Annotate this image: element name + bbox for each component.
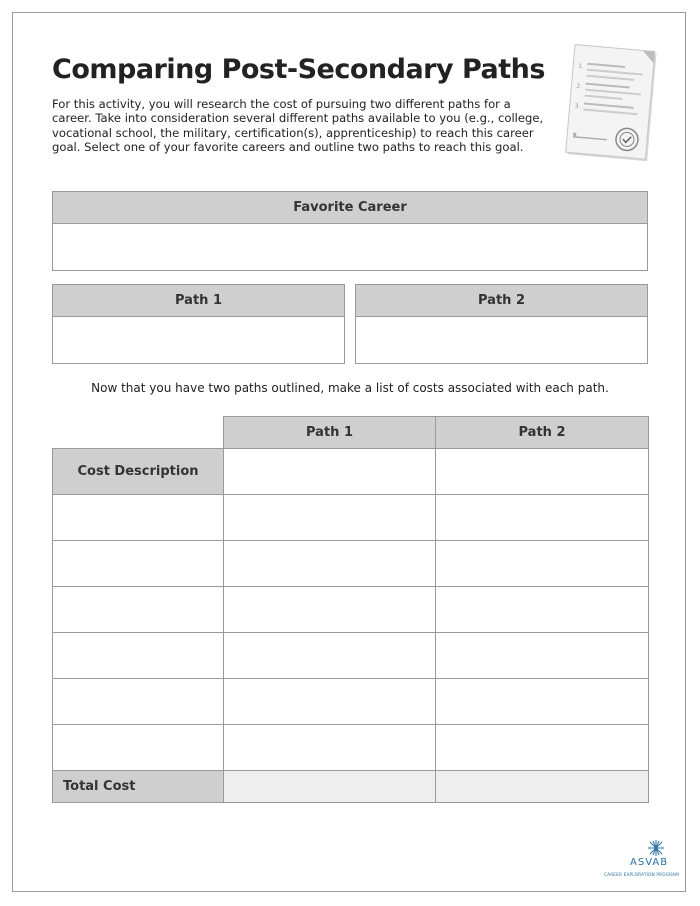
- cost-description-label: Cost Description: [53, 449, 224, 495]
- table-row: [53, 495, 649, 541]
- path-2-box: [355, 284, 648, 364]
- path-1-field[interactable]: [53, 317, 344, 363]
- path-1-total-cell[interactable]: [224, 771, 436, 803]
- path-1-cost-cell[interactable]: [224, 633, 436, 679]
- table-row: [53, 679, 649, 725]
- svg-text:1.: 1.: [577, 62, 585, 71]
- favorite-career-box: [52, 191, 648, 271]
- cost-description-cell[interactable]: [53, 587, 224, 633]
- path-1-header: Path 1: [53, 285, 344, 317]
- blank-corner-cell: [53, 417, 224, 449]
- column-header-path-2: Path 2: [436, 417, 649, 449]
- path-2-cost-cell[interactable]: [436, 541, 649, 587]
- path-2-cost-cell[interactable]: [436, 679, 649, 725]
- path-2-field[interactable]: [356, 317, 647, 363]
- cost-description-cell[interactable]: [53, 495, 224, 541]
- logo-wordmark: ASVAB: [630, 857, 669, 868]
- path-1-cost-cell[interactable]: [224, 725, 436, 771]
- favorite-career-header: Favorite Career: [53, 192, 647, 224]
- cost-table-header-row: [53, 417, 649, 449]
- path-2-total-cell[interactable]: [436, 771, 649, 803]
- path-2-cost-cell[interactable]: [436, 725, 649, 771]
- total-cost-label: Total Cost: [53, 771, 224, 803]
- path-1-cost-cell[interactable]: [224, 587, 436, 633]
- cost-instruction: Now that you have two paths outlined, make a list of costs associated with each path.: [91, 381, 609, 395]
- path-1-cost-cell[interactable]: [224, 449, 436, 495]
- path-1-cost-cell[interactable]: [224, 541, 436, 587]
- table-row: [53, 725, 649, 771]
- document-certificate-icon: [562, 44, 662, 164]
- path-2-header: Path 2: [356, 285, 647, 317]
- svg-text:2.: 2.: [576, 82, 583, 91]
- svg-text:3.: 3.: [574, 102, 581, 111]
- intro-paragraph: For this activity, you will research the cost of pursuing two different paths for a career. Take into consideration several different paths available to you (e.g., college, vocational school, the military, certification(s), apprenticeship) to reach this career goal. Select one of your favorite careers and outline two paths to reach this goal.: [52, 97, 544, 155]
- path-1-cost-cell[interactable]: [224, 679, 436, 725]
- cost-description-cell[interactable]: [53, 633, 224, 679]
- path-2-cost-cell[interactable]: [436, 587, 649, 633]
- cost-description-cell[interactable]: [53, 541, 224, 587]
- table-row: [53, 587, 649, 633]
- page-title: Comparing Post-Secondary Paths: [52, 54, 545, 85]
- path-2-cost-cell[interactable]: [436, 633, 649, 679]
- cost-description-cell[interactable]: [53, 679, 224, 725]
- table-row: [53, 449, 649, 495]
- table-row: [53, 541, 649, 587]
- logo-subtitle: CAREER EXPLORATION PROGRAM: [604, 872, 679, 877]
- path-1-box: [52, 284, 345, 364]
- table-row: [53, 633, 649, 679]
- total-row: [53, 771, 649, 803]
- path-2-cost-cell[interactable]: [436, 495, 649, 541]
- cost-description-cell[interactable]: [53, 725, 224, 771]
- column-header-path-1: Path 1: [224, 417, 436, 449]
- path-2-cost-cell[interactable]: [436, 449, 649, 495]
- cost-table: [52, 416, 649, 803]
- path-1-cost-cell[interactable]: [224, 495, 436, 541]
- favorite-career-field[interactable]: [53, 224, 647, 270]
